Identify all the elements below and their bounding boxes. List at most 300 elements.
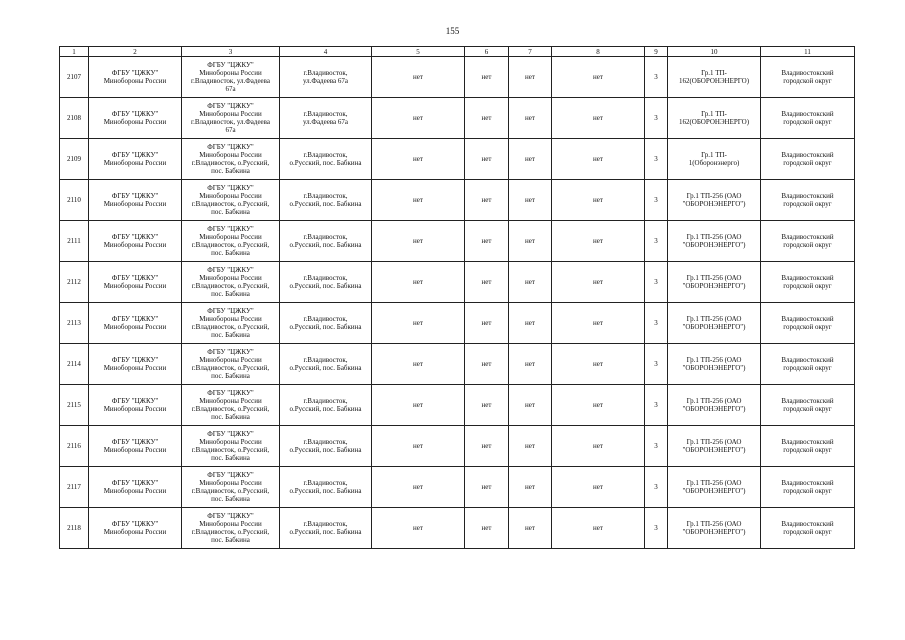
district-cell-line: городской округ bbox=[783, 446, 832, 454]
col8-cell: нет bbox=[552, 57, 645, 98]
col6-cell: нет bbox=[465, 303, 509, 344]
location-cell bbox=[280, 221, 372, 262]
owner-cell-lines bbox=[90, 274, 180, 290]
district-cell bbox=[761, 344, 855, 385]
owner-address-cell-lines bbox=[183, 225, 278, 257]
district-cell-line: Владивостокский bbox=[781, 192, 834, 200]
owner-address-cell-line: ФГБУ "ЦЖКУ" bbox=[207, 143, 254, 151]
owner-address-cell-line: г.Владивосток, о.Русский, bbox=[191, 364, 270, 372]
owner-cell-line: ФГБУ "ЦЖКУ" bbox=[111, 479, 159, 487]
source-cell-line: Гр.1 ТП-256 (ОАО bbox=[686, 356, 742, 364]
source-cell-lines bbox=[669, 110, 759, 126]
district-cell bbox=[761, 467, 855, 508]
page-number: 155 bbox=[445, 26, 460, 36]
location-cell-line: о.Русский, пос. Бабкина bbox=[289, 282, 362, 290]
owner-address-cell-line: ФГБУ "ЦЖКУ" bbox=[207, 61, 254, 69]
district-cell bbox=[761, 262, 855, 303]
location-cell-lines bbox=[281, 479, 370, 495]
district-cell bbox=[761, 426, 855, 467]
owner-address-cell-line: Минобороны России bbox=[199, 397, 262, 405]
owner-address-cell-line: пос. Бабкина bbox=[211, 372, 250, 380]
location-cell-lines bbox=[281, 356, 370, 372]
col6-cell: нет bbox=[465, 57, 509, 98]
owner-cell bbox=[89, 467, 182, 508]
col-header-3: 3 bbox=[182, 47, 280, 57]
row-number: 2113 bbox=[60, 303, 89, 344]
district-cell-lines bbox=[762, 233, 853, 249]
col6-cell: нет bbox=[465, 467, 509, 508]
owner-cell-lines bbox=[90, 69, 180, 85]
owner-address-cell-line: ФГБУ "ЦЖКУ" bbox=[207, 102, 254, 110]
district-cell-line: Владивостокский bbox=[781, 520, 834, 528]
district-cell-line: городской округ bbox=[783, 200, 832, 208]
col8-cell: нет bbox=[552, 180, 645, 221]
col9-cell: 3 bbox=[645, 303, 668, 344]
source-cell bbox=[668, 98, 761, 139]
location-cell-line: о.Русский, пос. Бабкина bbox=[289, 159, 362, 167]
location-cell-line: о.Русский, пос. Бабкина bbox=[289, 323, 362, 331]
district-cell-line: городской округ bbox=[783, 282, 832, 290]
col8-cell: нет bbox=[552, 139, 645, 180]
location-cell-lines bbox=[281, 69, 370, 85]
owner-cell bbox=[89, 98, 182, 139]
col6-cell: нет bbox=[465, 508, 509, 549]
owner-address-cell-line: ФГБУ "ЦЖКУ" bbox=[207, 307, 254, 315]
table-row bbox=[60, 57, 855, 98]
district-cell-line: городской округ bbox=[783, 159, 832, 167]
row-number: 2117 bbox=[60, 467, 89, 508]
source-cell bbox=[668, 508, 761, 549]
owner-cell-line: ФГБУ "ЦЖКУ" bbox=[111, 233, 159, 241]
source-cell-lines bbox=[669, 479, 759, 495]
registry-table bbox=[59, 46, 855, 549]
owner-cell-lines bbox=[90, 438, 180, 454]
owner-address-cell-line: Минобороны России bbox=[199, 438, 262, 446]
location-cell-lines bbox=[281, 438, 370, 454]
owner-address-cell-line: Минобороны России bbox=[199, 479, 262, 487]
location-cell-lines bbox=[281, 233, 370, 249]
owner-cell-line: Минобороны России bbox=[103, 528, 167, 536]
source-cell-line: Гр.1 ТП-256 (ОАО bbox=[686, 274, 742, 282]
source-cell-line: "ОБОРОНЭНЕРГО") bbox=[682, 200, 746, 208]
col5-cell: нет bbox=[372, 98, 465, 139]
owner-cell bbox=[89, 344, 182, 385]
owner-address-cell-line: пос. Бабкина bbox=[211, 167, 250, 175]
owner-address-cell-line: пос. Бабкина bbox=[211, 536, 250, 544]
col5-cell: нет bbox=[372, 262, 465, 303]
owner-address-cell-line: ФГБУ "ЦЖКУ" bbox=[207, 471, 254, 479]
owner-address-cell-line: г.Владивосток, о.Русский, bbox=[191, 200, 270, 208]
location-cell-line: г.Владивосток, bbox=[303, 356, 348, 364]
col9-cell: 3 bbox=[645, 385, 668, 426]
owner-address-cell-line: Минобороны России bbox=[199, 520, 262, 528]
source-cell-line: "ОБОРОНЭНЕРГО") bbox=[682, 241, 746, 249]
owner-cell-line: Минобороны России bbox=[103, 200, 167, 208]
source-cell bbox=[668, 180, 761, 221]
source-cell-line: "ОБОРОНЭНЕРГО") bbox=[682, 282, 746, 290]
owner-address-cell-lines bbox=[183, 348, 278, 380]
district-cell bbox=[761, 98, 855, 139]
owner-cell-line: ФГБУ "ЦЖКУ" bbox=[111, 315, 159, 323]
owner-address-cell-line: ФГБУ "ЦЖКУ" bbox=[207, 512, 254, 520]
col7-cell: нет bbox=[509, 139, 552, 180]
owner-address-cell-line: г.Владивосток, о.Русский, bbox=[191, 446, 270, 454]
location-cell-lines bbox=[281, 274, 370, 290]
owner-address-cell-line: г.Владивосток, ул.Фадеева bbox=[191, 118, 270, 126]
col8-cell: нет bbox=[552, 303, 645, 344]
location-cell bbox=[280, 139, 372, 180]
col6-cell: нет bbox=[465, 385, 509, 426]
owner-cell-line: Минобороны России bbox=[103, 241, 167, 249]
district-cell-lines bbox=[762, 438, 853, 454]
owner-address-cell-line: пос. Бабкина bbox=[211, 290, 250, 298]
owner-address-cell-line: пос. Бабкина bbox=[211, 208, 250, 216]
col9-cell: 3 bbox=[645, 98, 668, 139]
source-cell-lines bbox=[669, 520, 759, 536]
owner-address-cell bbox=[182, 303, 280, 344]
table-row bbox=[60, 467, 855, 508]
owner-address-cell bbox=[182, 467, 280, 508]
col6-cell: нет bbox=[465, 426, 509, 467]
owner-address-cell bbox=[182, 385, 280, 426]
source-cell-line: "ОБОРОНЭНЕРГО") bbox=[682, 323, 746, 331]
col9-cell: 3 bbox=[645, 180, 668, 221]
owner-cell-lines bbox=[90, 151, 180, 167]
owner-cell-line: ФГБУ "ЦЖКУ" bbox=[111, 192, 159, 200]
owner-cell-line: ФГБУ "ЦЖКУ" bbox=[111, 356, 159, 364]
owner-address-cell bbox=[182, 98, 280, 139]
table-body bbox=[60, 57, 855, 549]
col7-cell: нет bbox=[509, 467, 552, 508]
row-number: 2107 bbox=[60, 57, 89, 98]
location-cell-lines bbox=[281, 520, 370, 536]
source-cell-line: 162(ОБОРОНЭНЕРГО) bbox=[678, 77, 750, 85]
location-cell-line: г.Владивосток, bbox=[303, 69, 348, 77]
source-cell-lines bbox=[669, 192, 759, 208]
table-row bbox=[60, 139, 855, 180]
col7-cell: нет bbox=[509, 426, 552, 467]
source-cell-lines bbox=[669, 274, 759, 290]
col-header-2: 2 bbox=[89, 47, 182, 57]
location-cell-line: г.Владивосток, bbox=[303, 438, 348, 446]
owner-address-cell-lines bbox=[183, 307, 278, 339]
owner-address-cell-line: ФГБУ "ЦЖКУ" bbox=[207, 266, 254, 274]
table-row bbox=[60, 344, 855, 385]
col5-cell: нет bbox=[372, 139, 465, 180]
owner-address-cell bbox=[182, 344, 280, 385]
row-number: 2118 bbox=[60, 508, 89, 549]
owner-cell-line: ФГБУ "ЦЖКУ" bbox=[111, 397, 159, 405]
district-cell-line: Владивостокский bbox=[781, 233, 834, 241]
owner-address-cell-lines bbox=[183, 430, 278, 462]
col5-cell: нет bbox=[372, 221, 465, 262]
location-cell bbox=[280, 98, 372, 139]
location-cell-line: г.Владивосток, bbox=[303, 274, 348, 282]
district-cell bbox=[761, 508, 855, 549]
owner-cell bbox=[89, 139, 182, 180]
owner-address-cell-lines bbox=[183, 389, 278, 421]
col7-cell: нет bbox=[509, 221, 552, 262]
owner-cell-line: Минобороны России bbox=[103, 446, 167, 454]
source-cell bbox=[668, 262, 761, 303]
col9-cell: 3 bbox=[645, 426, 668, 467]
owner-address-cell-line: ФГБУ "ЦЖКУ" bbox=[207, 348, 254, 356]
owner-address-cell-line: ФГБУ "ЦЖКУ" bbox=[207, 389, 254, 397]
col6-cell: нет bbox=[465, 139, 509, 180]
owner-address-cell-line: пос. Бабкина bbox=[211, 249, 250, 257]
col-header-1: 1 bbox=[60, 47, 89, 57]
owner-cell bbox=[89, 303, 182, 344]
col9-cell: 3 bbox=[645, 508, 668, 549]
owner-cell-line: ФГБУ "ЦЖКУ" bbox=[111, 274, 159, 282]
col7-cell: нет bbox=[509, 303, 552, 344]
district-cell-line: Владивостокский bbox=[781, 479, 834, 487]
source-cell-line: Гр.1 ТП-256 (ОАО bbox=[686, 438, 742, 446]
owner-address-cell-line: г.Владивосток, о.Русский, bbox=[191, 528, 270, 536]
source-cell-line: Гр.1 ТП-256 (ОАО bbox=[686, 479, 742, 487]
location-cell-lines bbox=[281, 192, 370, 208]
source-cell-line: "ОБОРОНЭНЕРГО") bbox=[682, 528, 746, 536]
source-cell-line: Гр.1 ТП-256 (ОАО bbox=[686, 315, 742, 323]
location-cell bbox=[280, 303, 372, 344]
owner-address-cell-line: Минобороны России bbox=[199, 315, 262, 323]
table-row bbox=[60, 385, 855, 426]
source-cell bbox=[668, 303, 761, 344]
owner-address-cell bbox=[182, 262, 280, 303]
col9-cell: 3 bbox=[645, 344, 668, 385]
owner-address-cell-line: г.Владивосток, о.Русский, bbox=[191, 159, 270, 167]
col5-cell: нет bbox=[372, 385, 465, 426]
location-cell-line: о.Русский, пос. Бабкина bbox=[289, 446, 362, 454]
owner-cell-line: Минобороны России bbox=[103, 159, 167, 167]
owner-address-cell-line: Минобороны России bbox=[199, 233, 262, 241]
district-cell-line: Владивостокский bbox=[781, 397, 834, 405]
location-cell-line: о.Русский, пос. Бабкина bbox=[289, 487, 362, 495]
owner-cell-lines bbox=[90, 520, 180, 536]
owner-cell-lines bbox=[90, 356, 180, 372]
source-cell-line: Гр.1 ТП- bbox=[701, 151, 727, 159]
header-row bbox=[60, 47, 855, 57]
district-cell-line: городской округ bbox=[783, 528, 832, 536]
district-cell-lines bbox=[762, 479, 853, 495]
location-cell bbox=[280, 385, 372, 426]
col8-cell: нет bbox=[552, 221, 645, 262]
location-cell bbox=[280, 262, 372, 303]
district-cell bbox=[761, 303, 855, 344]
district-cell bbox=[761, 139, 855, 180]
source-cell-lines bbox=[669, 151, 759, 167]
owner-cell-line: ФГБУ "ЦЖКУ" bbox=[111, 438, 159, 446]
table-row bbox=[60, 180, 855, 221]
source-cell-lines bbox=[669, 315, 759, 331]
location-cell-line: г.Владивосток, bbox=[303, 192, 348, 200]
col8-cell: нет bbox=[552, 98, 645, 139]
col8-cell: нет bbox=[552, 262, 645, 303]
owner-cell-line: Минобороны России bbox=[103, 118, 167, 126]
district-cell bbox=[761, 221, 855, 262]
owner-cell bbox=[89, 180, 182, 221]
district-cell-line: городской округ bbox=[783, 364, 832, 372]
col8-cell: нет bbox=[552, 344, 645, 385]
source-cell bbox=[668, 344, 761, 385]
source-cell-lines bbox=[669, 69, 759, 85]
location-cell-line: о.Русский, пос. Бабкина bbox=[289, 528, 362, 536]
col6-cell: нет bbox=[465, 98, 509, 139]
owner-address-cell-line: 67а bbox=[225, 126, 236, 134]
owner-address-cell bbox=[182, 139, 280, 180]
district-cell-lines bbox=[762, 397, 853, 413]
col9-cell: 3 bbox=[645, 467, 668, 508]
location-cell-lines bbox=[281, 110, 370, 126]
location-cell-line: о.Русский, пос. Бабкина bbox=[289, 200, 362, 208]
location-cell-line: г.Владивосток, bbox=[303, 397, 348, 405]
district-cell-line: Владивостокский bbox=[781, 151, 834, 159]
owner-address-cell-line: Минобороны России bbox=[199, 192, 262, 200]
owner-cell-lines bbox=[90, 110, 180, 126]
col7-cell: нет bbox=[509, 262, 552, 303]
owner-cell bbox=[89, 57, 182, 98]
col6-cell: нет bbox=[465, 180, 509, 221]
district-cell-lines bbox=[762, 110, 853, 126]
col7-cell: нет bbox=[509, 180, 552, 221]
col8-cell: нет bbox=[552, 385, 645, 426]
location-cell-line: г.Владивосток, bbox=[303, 233, 348, 241]
district-cell-line: городской округ bbox=[783, 405, 832, 413]
row-number: 2114 bbox=[60, 344, 89, 385]
row-number: 2108 bbox=[60, 98, 89, 139]
col5-cell: нет bbox=[372, 467, 465, 508]
location-cell-line: г.Владивосток, bbox=[303, 110, 348, 118]
source-cell-lines bbox=[669, 233, 759, 249]
location-cell-line: г.Владивосток, bbox=[303, 151, 348, 159]
district-cell bbox=[761, 180, 855, 221]
owner-address-cell-line: Минобороны России bbox=[199, 69, 262, 77]
district-cell-lines bbox=[762, 274, 853, 290]
col-header-6: 6 bbox=[465, 47, 509, 57]
owner-cell-line: ФГБУ "ЦЖКУ" bbox=[111, 110, 159, 118]
owner-address-cell bbox=[182, 508, 280, 549]
owner-cell-line: Минобороны России bbox=[103, 77, 167, 85]
owner-address-cell-line: Минобороны России bbox=[199, 110, 262, 118]
source-cell bbox=[668, 57, 761, 98]
col8-cell: нет bbox=[552, 426, 645, 467]
owner-address-cell-line: 67а bbox=[225, 85, 236, 93]
source-cell-lines bbox=[669, 397, 759, 413]
source-cell-line: Гр.1 ТП- bbox=[701, 110, 727, 118]
owner-address-cell-line: ФГБУ "ЦЖКУ" bbox=[207, 184, 254, 192]
col7-cell: нет bbox=[509, 385, 552, 426]
col5-cell: нет bbox=[372, 426, 465, 467]
row-number: 2110 bbox=[60, 180, 89, 221]
district-cell-line: городской округ bbox=[783, 323, 832, 331]
col5-cell: нет bbox=[372, 57, 465, 98]
location-cell bbox=[280, 508, 372, 549]
owner-address-cell-line: Минобороны России bbox=[199, 356, 262, 364]
location-cell bbox=[280, 180, 372, 221]
owner-cell bbox=[89, 508, 182, 549]
owner-address-cell-line: ФГБУ "ЦЖКУ" bbox=[207, 225, 254, 233]
owner-address-cell-lines bbox=[183, 61, 278, 93]
location-cell-line: ул.Фадеева 67а bbox=[302, 77, 349, 85]
owner-cell-lines bbox=[90, 397, 180, 413]
col7-cell: нет bbox=[509, 344, 552, 385]
owner-cell-line: ФГБУ "ЦЖКУ" bbox=[111, 151, 159, 159]
location-cell bbox=[280, 57, 372, 98]
district-cell-line: городской округ bbox=[783, 118, 832, 126]
table-row bbox=[60, 262, 855, 303]
table-row bbox=[60, 221, 855, 262]
district-cell-lines bbox=[762, 356, 853, 372]
district-cell-lines bbox=[762, 315, 853, 331]
col-header-8: 8 bbox=[552, 47, 645, 57]
owner-cell-line: ФГБУ "ЦЖКУ" bbox=[111, 69, 159, 77]
source-cell bbox=[668, 139, 761, 180]
owner-cell bbox=[89, 262, 182, 303]
district-cell-lines bbox=[762, 69, 853, 85]
col5-cell: нет bbox=[372, 508, 465, 549]
col-header-9: 9 bbox=[645, 47, 668, 57]
owner-address-cell-lines bbox=[183, 471, 278, 503]
owner-cell bbox=[89, 385, 182, 426]
col8-cell: нет bbox=[552, 467, 645, 508]
col7-cell: нет bbox=[509, 508, 552, 549]
col-header-5: 5 bbox=[372, 47, 465, 57]
col6-cell: нет bbox=[465, 344, 509, 385]
owner-address-cell-lines bbox=[183, 184, 278, 216]
owner-address-cell-line: г.Владивосток, о.Русский, bbox=[191, 323, 270, 331]
owner-address-cell-line: пос. Бабкина bbox=[211, 331, 250, 339]
col-header-7: 7 bbox=[509, 47, 552, 57]
location-cell-line: о.Русский, пос. Бабкина bbox=[289, 364, 362, 372]
location-cell-lines bbox=[281, 315, 370, 331]
col9-cell: 3 bbox=[645, 262, 668, 303]
location-cell-line: о.Русский, пос. Бабкина bbox=[289, 241, 362, 249]
table-header bbox=[60, 47, 855, 57]
owner-address-cell-line: г.Владивосток, о.Русский, bbox=[191, 487, 270, 495]
location-cell bbox=[280, 467, 372, 508]
source-cell-line: "ОБОРОНЭНЕРГО") bbox=[682, 446, 746, 454]
col9-cell: 3 bbox=[645, 221, 668, 262]
owner-address-cell-line: г.Владивосток, о.Русский, bbox=[191, 405, 270, 413]
owner-cell bbox=[89, 426, 182, 467]
row-number: 2116 bbox=[60, 426, 89, 467]
source-cell bbox=[668, 467, 761, 508]
owner-cell-line: Минобороны России bbox=[103, 282, 167, 290]
owner-address-cell-lines bbox=[183, 266, 278, 298]
owner-cell-lines bbox=[90, 479, 180, 495]
owner-address-cell-line: пос. Бабкина bbox=[211, 495, 250, 503]
source-cell-line: "ОБОРОНЭНЕРГО") bbox=[682, 405, 746, 413]
col6-cell: нет bbox=[465, 262, 509, 303]
owner-cell-line: Минобороны России bbox=[103, 405, 167, 413]
col5-cell: нет bbox=[372, 303, 465, 344]
owner-address-cell-line: г.Владивосток, ул.Фадеева bbox=[191, 77, 270, 85]
source-cell bbox=[668, 221, 761, 262]
col9-cell: 3 bbox=[645, 139, 668, 180]
district-cell bbox=[761, 385, 855, 426]
owner-address-cell-line: г.Владивосток, о.Русский, bbox=[191, 282, 270, 290]
owner-address-cell-line: ФГБУ "ЦЖКУ" bbox=[207, 430, 254, 438]
district-cell-lines bbox=[762, 192, 853, 208]
col-header-4: 4 bbox=[280, 47, 372, 57]
source-cell-line: Гр.1 ТП-256 (ОАО bbox=[686, 397, 742, 405]
col7-cell: нет bbox=[509, 57, 552, 98]
district-cell bbox=[761, 57, 855, 98]
location-cell-lines bbox=[281, 151, 370, 167]
owner-address-cell bbox=[182, 426, 280, 467]
row-number: 2112 bbox=[60, 262, 89, 303]
source-cell-line: "ОБОРОНЭНЕРГО") bbox=[682, 487, 746, 495]
